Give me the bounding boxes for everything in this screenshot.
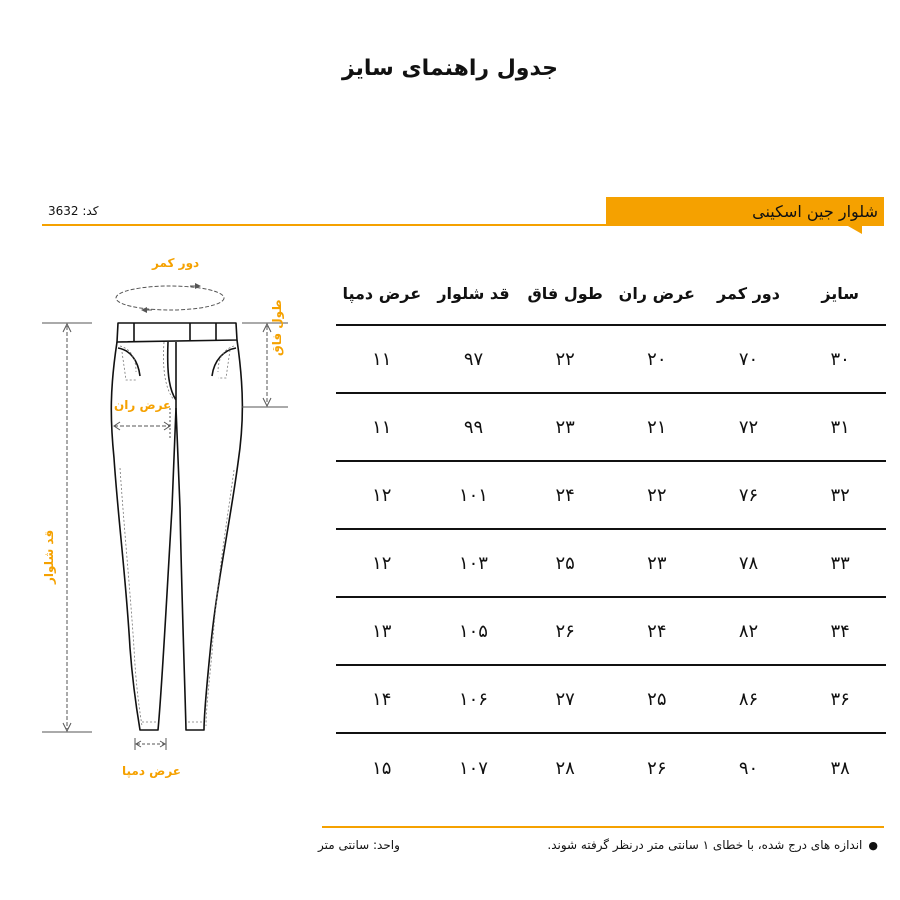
table-row [336, 462, 886, 530]
cell-rise: ۲۳ [555, 416, 575, 438]
cell-thigh: ۲۶ [647, 757, 667, 779]
tab-notch [848, 226, 862, 234]
header-waist: دور کمر [717, 283, 780, 303]
header-rise: طول فاق [527, 283, 603, 303]
footnote [547, 838, 878, 852]
cell-waist: ۷۰ [738, 348, 759, 370]
page-title: جدول راهنمای سایز [341, 56, 559, 81]
footer-divider [322, 826, 884, 828]
cell-hem: ۱۱ [372, 348, 392, 370]
hem-measure-icon [135, 738, 166, 750]
product-name: شلوار جین اسکینی [752, 202, 878, 221]
product-code: کد: 3632 [48, 204, 99, 218]
cell-hem: ۱۳ [372, 620, 392, 642]
pants-outline-icon [111, 323, 242, 730]
rise-label: طول فاق [270, 299, 284, 356]
cell-length: ۱۰۶ [458, 688, 488, 710]
bullet-icon: ● [868, 839, 878, 852]
cell-rise: ۲۶ [555, 620, 575, 642]
cell-thigh: ۲۵ [647, 688, 667, 710]
cell-thigh: ۲۳ [647, 552, 667, 574]
table-row [336, 326, 886, 394]
header-length: قد شلوار [437, 283, 510, 303]
size-table [336, 262, 886, 802]
cell-rise: ۲۲ [555, 348, 575, 370]
cell-waist: ۹۰ [738, 757, 759, 779]
table-body [336, 326, 886, 802]
cell-length: ۱۰۱ [458, 484, 488, 506]
cell-thigh: ۲۴ [647, 620, 667, 642]
cell-thigh: ۲۱ [647, 416, 667, 438]
cell-size: ۳۳ [830, 552, 850, 574]
cell-waist: ۷۸ [738, 552, 759, 574]
cell-hem: ۱۱ [372, 416, 392, 438]
table-header-row [336, 262, 886, 326]
cell-waist: ۷۶ [738, 484, 759, 506]
jeans-figure [30, 248, 300, 788]
hem-label: عرض دمپا [122, 764, 181, 778]
cell-rise: ۲۴ [555, 484, 575, 506]
cell-waist: ۸۲ [738, 620, 759, 642]
header-thigh: عرض ران [618, 283, 695, 303]
jeans-illustration [30, 248, 300, 788]
cell-thigh: ۲۲ [647, 484, 667, 506]
cell-size: ۳۰ [830, 348, 850, 370]
thigh-label: عرض ران [114, 398, 172, 412]
header-size: سایز [821, 283, 860, 303]
length-label: قد شلوار [42, 529, 56, 584]
cell-waist: ۸۶ [738, 688, 759, 710]
cell-length: ۱۰۳ [458, 552, 488, 574]
cell-rise: ۲۷ [555, 688, 575, 710]
table-row [336, 598, 886, 666]
table-row [336, 734, 886, 802]
cell-length: ۱۰۵ [458, 620, 488, 642]
table-row [336, 530, 886, 598]
cell-hem: ۱۴ [372, 688, 392, 710]
table-row [336, 666, 886, 734]
waist-measure-icon [116, 286, 224, 310]
length-measure-icon [42, 323, 92, 732]
cell-size: ۳۴ [830, 620, 850, 642]
cell-hem: ۱۵ [372, 757, 392, 779]
cell-waist: ۷۲ [738, 416, 759, 438]
cell-hem: ۱۲ [372, 484, 392, 506]
cell-rise: ۲۸ [555, 757, 575, 779]
waist-label: دور کمر [152, 256, 200, 270]
header-hem: عرض دمپا [342, 283, 422, 303]
cell-hem: ۱۲ [372, 552, 392, 574]
table-row [336, 394, 886, 462]
product-name-tab [606, 197, 884, 226]
thigh-measure-icon [114, 408, 170, 438]
cell-length: ۹۹ [463, 416, 484, 438]
unit-note: واحد: سانتی متر [318, 838, 400, 852]
cell-size: ۳۲ [830, 484, 850, 506]
cell-length: ۱۰۷ [458, 757, 488, 779]
footnote-text: اندازه های درج شده، با خطای ۱ سانتی متر درنظر گرفته شوند. [547, 838, 863, 852]
cell-size: ۳۶ [830, 688, 850, 710]
cell-length: ۹۷ [463, 348, 484, 370]
cell-size: ۳۸ [830, 757, 850, 779]
cell-thigh: ۲۰ [647, 348, 667, 370]
cell-rise: ۲۵ [555, 552, 575, 574]
cell-size: ۳۱ [830, 416, 850, 438]
